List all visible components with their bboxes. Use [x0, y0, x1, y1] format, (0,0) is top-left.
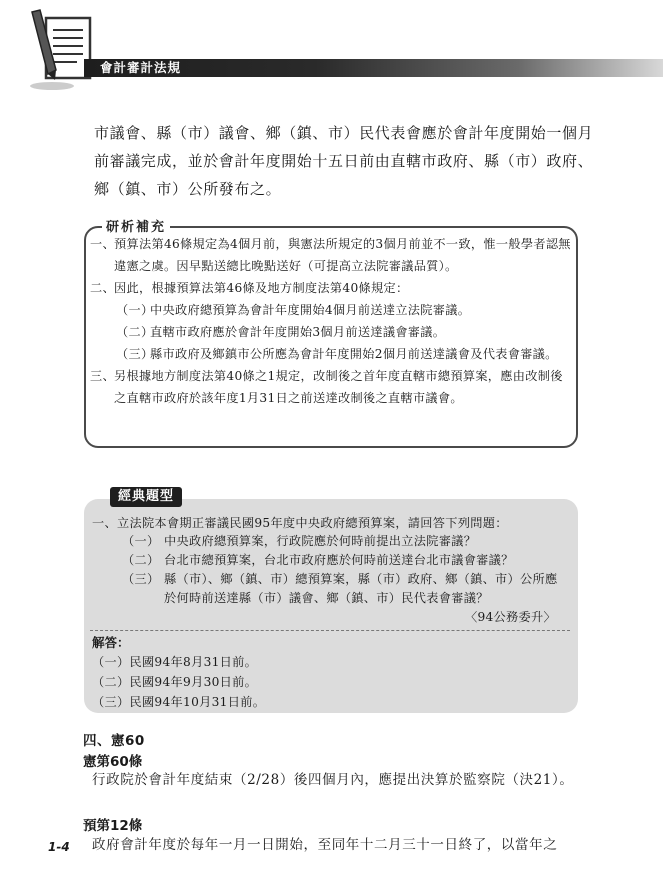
list-item — [92, 532, 572, 551]
article-title: 預第12條 — [83, 818, 143, 834]
item-text: 縣市政府及鄉鎮市公所應為會計年度開始2個月前送達議會及代表會審議。 — [150, 347, 558, 361]
list-item — [90, 277, 574, 299]
article-text: 行政院於會計年度結束（2/28）後四個月內，應提出決算於監察院（決21）。 — [92, 772, 574, 788]
item-text: 預算法第46條規定為4個月前，與憲法所規定的3個月前並不一致，惟一般學者認無違憲之虞。因早點送總比晚點送好（可提高立法院審議品質）。 — [114, 237, 571, 273]
header-title: 會計審計法規 — [100, 60, 182, 75]
question-text: 台北市總預算案，台北市政府應於何時前送達台北市議會審議？ — [164, 553, 514, 567]
article-title: 憲第60條 — [83, 754, 143, 770]
supplement-list — [90, 233, 574, 409]
answer-list — [92, 652, 265, 712]
intro-paragraph: 市議會、縣（市）議會、鄉（鎮、市）民代表會應於會計年度開始一個月前審議完成，並於會計年度開始十五日前由直轄市政府、縣（市）政府、鄉（鎮、市）公所發布之。 — [94, 124, 594, 198]
item-number: 二、 — [90, 281, 115, 295]
classic-question-label: 經典題型 — [110, 487, 182, 507]
document-pen-icon — [22, 8, 96, 92]
list-item — [90, 343, 574, 365]
question-number: （三） — [122, 572, 160, 586]
page-number: 1-4 — [48, 840, 70, 854]
answer-item: （三）民國94年10月31日前。 — [92, 695, 266, 709]
item-number: （三） — [116, 347, 154, 361]
item-text: 中央政府總預算為會計年度開始4個月前送達立法院審議。 — [150, 303, 471, 317]
item-text: 直轄市政府應於會計年度開始3個月前送達議會審議。 — [150, 325, 446, 339]
question-intro: 一、立法院本會期正審議民國95年度中央政府總預算案，請回答下列問題： — [92, 516, 508, 530]
answer-label: 解答： — [92, 635, 130, 650]
list-item — [90, 321, 574, 343]
list-item — [92, 570, 572, 627]
answer-item: （二）民國94年9月30日前。 — [92, 675, 258, 689]
item-number: 一、 — [90, 237, 115, 251]
question-list — [92, 532, 572, 627]
item-text: 因此，根據預算法第46條及地方制度法第40條規定： — [114, 281, 409, 295]
item-text: 另根據地方制度法第40條之1規定，改制後之首年度直轄市總預算案，應由改制後之直轄市政府於該年度1月31日之前送達改制後之直轄市議會。 — [114, 369, 563, 405]
supplement-label: 研析補充 — [102, 216, 170, 235]
question-text: 中央政府總預算案，行政院應於何時前提出立法院審議？ — [164, 534, 477, 548]
list-item — [90, 365, 574, 409]
item-number: （二） — [116, 325, 154, 339]
question-number: （二） — [122, 553, 160, 567]
question-text: 縣（市）、鄉（鎮、市）總預算案，縣（市）政府、鄉（鎮、市）公所應於何時前送達縣（市）議會、鄉（鎮、市）民代表會審議？ — [164, 572, 558, 605]
divider — [90, 630, 570, 631]
list-item — [92, 551, 572, 570]
item-number: 三、 — [90, 369, 115, 383]
question-source: 〈94公務委升〉 — [464, 610, 556, 624]
list-item — [90, 233, 574, 277]
list-item — [90, 299, 574, 321]
question-number: （一） — [122, 534, 160, 548]
section-heading: 四、憲60 — [83, 733, 145, 749]
answer-item: （一）民國94年8月31日前。 — [92, 655, 258, 669]
item-number: （一） — [116, 303, 154, 317]
article-text: 政府會計年度於每年一月一日開始，至同年十二月三十一日終了，以當年之 — [92, 837, 558, 853]
